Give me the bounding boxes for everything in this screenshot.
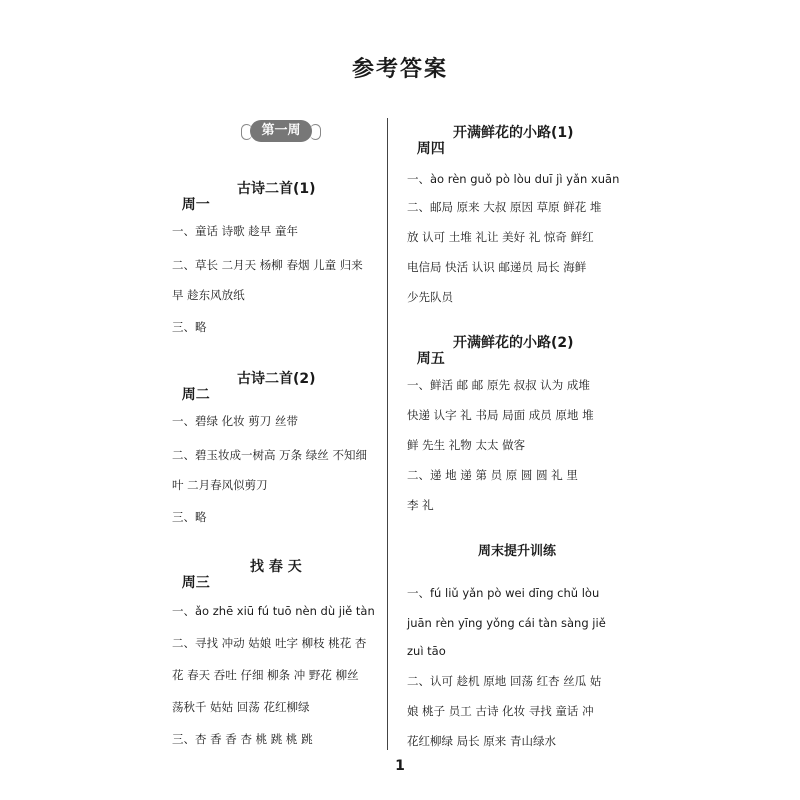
lesson-title: 开满鲜花的小路(1) xyxy=(453,125,574,141)
answer-line-pinyin: zuì tāo xyxy=(407,644,446,658)
lesson-title: 找 春 天 xyxy=(250,559,302,575)
section-heading-weekend: 周末提升训练 xyxy=(477,544,556,559)
answer-line: 二、草长 二月天 杨柳 春烟 儿童 归来 xyxy=(172,258,363,272)
week-badge: 第一周 xyxy=(250,120,312,142)
answer-line: 少先队员 xyxy=(407,290,453,304)
answer-line: 二、认可 趁机 原地 回荡 红杏 丝瓜 姑 xyxy=(407,674,602,688)
page-number: 1 xyxy=(395,758,405,774)
answer-line-pinyin: 一、ào rèn guǒ pò lòu duī jì yǎn xuān xyxy=(407,172,620,186)
answer-line-pinyin: 一、fú liǔ yǎn pò wei dīng chǔ lòu xyxy=(407,586,600,600)
answer-line: 三、略 xyxy=(172,320,207,334)
answer-line: 二、寻找 冲动 姑娘 吐字 柳枝 桃花 杏 xyxy=(172,636,367,650)
week-label: 周五 xyxy=(416,351,445,367)
answer-line: 三、略 xyxy=(172,510,207,524)
answer-line: 一、碧绿 化妆 剪刀 丝带 xyxy=(172,414,298,428)
section-heading-thursday xyxy=(407,122,574,174)
section-heading-wednesday xyxy=(172,556,302,608)
lesson-title: 古诗二首(2) xyxy=(237,371,316,387)
answer-line: 荡秋千 姑姑 回荡 花红柳绿 xyxy=(172,700,310,714)
lesson-title: 开满鲜花的小路(2) xyxy=(453,335,574,351)
answer-line-pinyin: 一、ǎo zhē xiū fú tuō nèn dù jiě tàn xyxy=(172,604,375,618)
section-heading-tuesday xyxy=(172,368,316,420)
answer-line: 花 春天 吞吐 仔细 柳条 冲 野花 柳丝 xyxy=(172,668,359,682)
answer-line: 快递 认字 礼 书局 局面 成员 原地 堆 xyxy=(407,408,594,422)
answer-line: 李 礼 xyxy=(407,498,434,512)
answer-line: 一、童话 诗歌 趁早 童年 xyxy=(172,224,298,238)
answer-line-pinyin: juān rèn yīng yǒng cái tàn sàng jiě xyxy=(407,616,606,630)
week-label: 周二 xyxy=(181,387,210,403)
lesson-title: 古诗二首(1) xyxy=(237,181,316,197)
answer-line: 一、鲜活 邮 邮 原先 叔叔 认为 成堆 xyxy=(407,378,590,392)
answer-line: 二、递 地 递 第 员 原 圆 圆 礼 里 xyxy=(407,468,578,482)
answer-line: 二、邮局 原来 大叔 原因 草原 鲜花 堆 xyxy=(407,200,602,214)
answer-line: 鲜 先生 礼物 太太 做客 xyxy=(407,438,526,452)
answer-line: 花红柳绿 局长 原来 青山绿水 xyxy=(407,734,556,748)
answer-line: 叶 二月春风似剪刀 xyxy=(172,478,268,492)
week-label: 周三 xyxy=(181,575,210,591)
answer-line: 三、杏 香 香 杏 桃 跳 桃 跳 xyxy=(172,732,313,746)
answer-line: 二、碧玉妆成一树高 万条 绿丝 不知细 xyxy=(172,448,367,462)
answer-line: 电信局 快活 认识 邮递员 局长 海鲜 xyxy=(407,260,587,274)
week-label: 周一 xyxy=(181,197,210,213)
section-heading-monday xyxy=(172,178,316,230)
column-divider xyxy=(387,118,388,750)
page-title: 参考答案 xyxy=(351,57,448,82)
section-heading-friday xyxy=(407,332,574,384)
answer-line: 放 认可 土堆 礼让 美好 礼 惊奇 鲜红 xyxy=(407,230,594,244)
answer-line: 娘 桃子 员工 古诗 化妆 寻找 童话 冲 xyxy=(407,704,594,718)
week-label: 周四 xyxy=(416,141,445,157)
answer-line: 早 趁东风放纸 xyxy=(172,288,245,302)
